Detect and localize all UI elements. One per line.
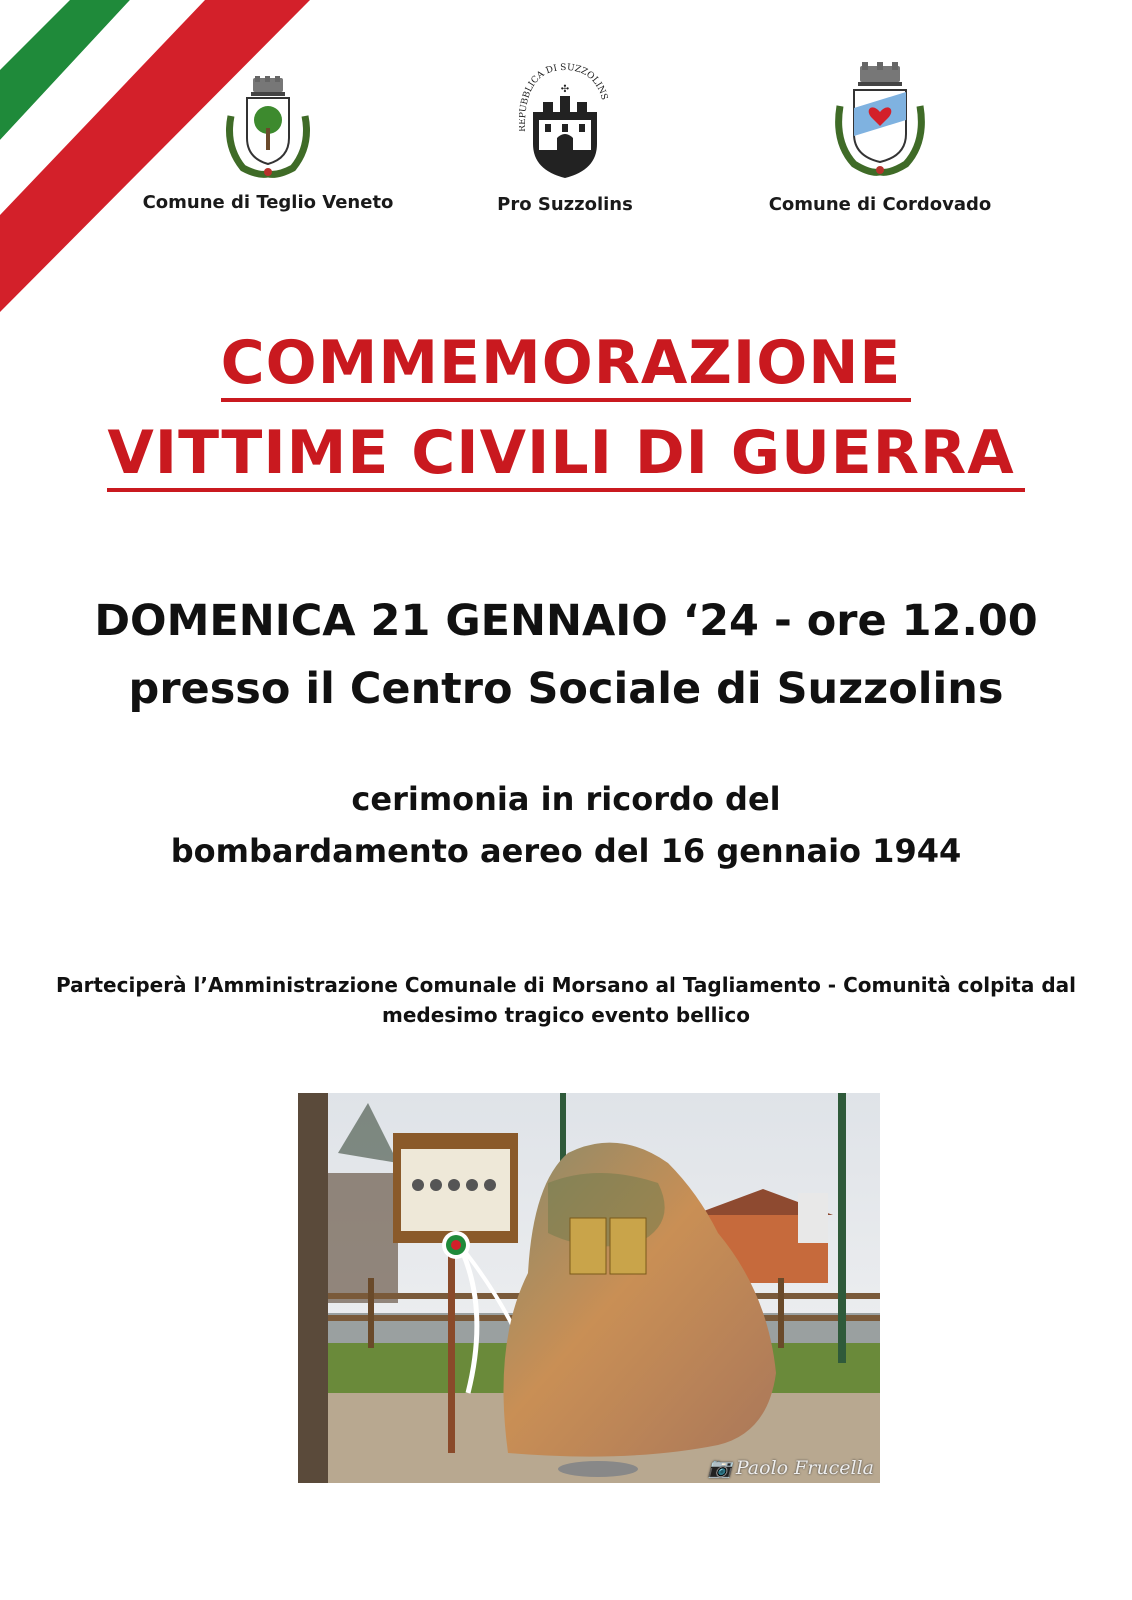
logo-caption-pro: Pro Suzzolins	[497, 194, 633, 215]
coat-of-arms-tree-icon	[223, 76, 313, 180]
description-line-1: cerimonia in ricordo del	[351, 780, 781, 818]
title-line-2: VITTIME CIVILI DI GUERRA	[0, 418, 1132, 488]
event-date: DOMENICA 21 GENNAIO ‘24 - ore 12.00	[94, 596, 1038, 646]
logo-pro-suzzolins	[490, 62, 640, 215]
logo-caption-cordovado: Comune di Cordovado	[768, 194, 992, 215]
event-place: presso il Centro Sociale di Suzzolins	[128, 664, 1004, 714]
svg-text:✣: ✣	[560, 84, 570, 95]
memorial-photo	[298, 1093, 880, 1483]
camera-icon: 📷	[708, 1457, 732, 1479]
participation-note: Parteciperà l’Amministrazione Comunale di Morsano al Tagliamento - Comunità colpita dal medesimo tragico evento bellico	[56, 973, 1076, 1027]
logo-teglio-veneto	[140, 76, 396, 213]
title-line-1: COMMEMORAZIONE	[0, 328, 1132, 398]
photo-credit-text: Paolo Frucella	[735, 1456, 874, 1479]
photo-credit	[708, 1456, 874, 1479]
republic-seal-castle-icon	[519, 62, 611, 182]
memorial-stone-image	[298, 1093, 880, 1483]
coat-of-arms-heart-icon	[832, 62, 928, 182]
seal-text: PUBBLICA DI SUZZOLINS	[519, 62, 610, 119]
logo-cordovado	[762, 62, 998, 215]
description-line-2: bombardamento aereo del 16 gennaio 1944	[170, 832, 962, 870]
logo-caption-teglio: Comune di Teglio Veneto	[142, 192, 394, 213]
